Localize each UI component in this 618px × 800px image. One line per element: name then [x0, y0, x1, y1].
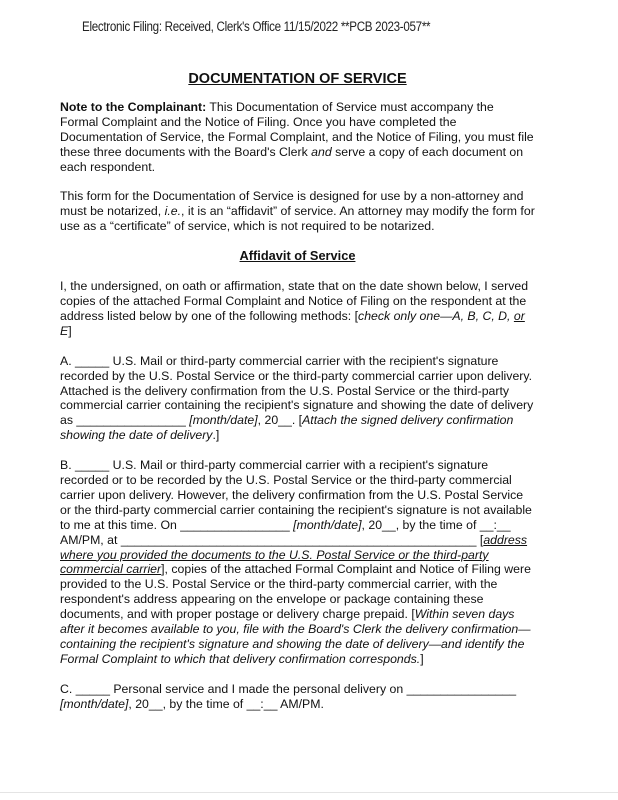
- option-a-date-blank[interactable]: ________________: [76, 413, 186, 428]
- documentation-of-service-page: [60, 72, 535, 727]
- note-end: serve a copy of each document on each respondent.: [60, 144, 524, 174]
- option-a-text: U.S. Mail or third-party commercial carrier with the recipient's signature recorded by the U.S. Postal Service or the third-party commercial carrier upon delivery. Attached is the delivery confirmation from the U.S. Postal Service or the third-party commercial carrier containing the recipient's signature and showing the date of delivery as: [60, 353, 534, 428]
- option-b-date-blank[interactable]: ________________: [180, 517, 290, 532]
- intro-or: or: [513, 308, 525, 323]
- option-b-month-date: [month/date]: [293, 517, 362, 532]
- form-text-2: , it is an “affidavit” of service. An attorney may modify the form for use as a “certificate” of service, which is not required to be notarized.: [60, 204, 535, 234]
- option-a-label: A.: [60, 353, 72, 368]
- option-c-month-date: [month/date]: [60, 696, 129, 711]
- filing-stamp: Electronic Filing: Received, Clerk's Office 11/15/2022 **PCB 2023-057**: [82, 19, 431, 34]
- intro-e: E: [60, 323, 69, 338]
- option-a-year: , 20__. [: [257, 413, 303, 428]
- page-title: DOCUMENTATION OF SERVICE: [188, 71, 407, 87]
- option-c-date-blank[interactable]: ________________: [406, 681, 517, 696]
- note-and: and: [311, 144, 332, 159]
- note-label: Note to the Complainant:: [60, 99, 207, 114]
- affidavit-intro: [60, 279, 535, 339]
- note-to-complainant: [60, 100, 535, 175]
- intro-close: ]: [68, 323, 72, 338]
- intro-check: check only one—A, B, C, D,: [358, 308, 511, 323]
- option-b-address-open: [: [479, 532, 484, 547]
- option-b-note: Within seven days after it becomes available to you, file with the Board's Clerk the delivery confirmation—containing the recipient's signature and showing the date of delivery—and identify the Formal Complaint to which that delivery confirmation corresponds.: [60, 607, 531, 666]
- option-a-close: .]: [212, 428, 220, 443]
- option-a-checkbox-blank[interactable]: _____: [75, 353, 110, 368]
- option-c-text-2: , 20__, by the time of __:__ AM/PM.: [128, 696, 324, 711]
- option-b-close: ]: [420, 651, 424, 666]
- option-b-address-close: ]: [161, 562, 165, 577]
- option-b-text-2: , 20__, by the time of __:__ AM/PM, at: [60, 517, 511, 547]
- option-a-month-date: [month/date]: [189, 413, 258, 428]
- form-ie: i.e.: [164, 204, 181, 219]
- form-text-1: This form for the Documentation of Service is designed for use by a non-attorney and must be notarized,: [60, 189, 524, 219]
- option-b-label: B.: [60, 458, 72, 473]
- form-description: [60, 189, 535, 234]
- option-b-text-1: U.S. Mail or third-party commercial carrier with a recipient's signature recorded or to be recorded by the U.S. Postal Service or the third-party commercial carrier upon delivery. However, the delivery confirmation from the U.S. Postal Service or the third-party commercial carrier containing the recipient's signature is not available to me at this time. On: [60, 458, 532, 532]
- page-bottom-divider: [0, 792, 618, 793]
- option-c-label: C.: [60, 681, 73, 696]
- option-c-text: Personal service and I made the personal delivery on: [113, 681, 404, 696]
- option-b: [60, 458, 535, 667]
- option-b-address-blank[interactable]: ____________________________________________________: [120, 532, 477, 547]
- option-b-text-3: , copies of the attached Formal Complaint and Notice of Filing were provided to the U.S. Postal Service or the third-party commercial carrier, with the respondent's address appearing on the envelope or package containing these documents, and with proper postage or delivery charge prepaid. [: [60, 562, 531, 622]
- option-c: [60, 682, 535, 712]
- affidavit-heading: Affidavit of Service: [239, 248, 356, 264]
- option-c-checkbox-blank[interactable]: _____: [75, 681, 110, 696]
- note-text: This Documentation of Service must accompany the Formal Complaint and the Notice of Filing. Once you have completed the Documentation of Service, the Formal Complaint, and the Notice of Filing, you must file these three documents with the Board's Clerk: [60, 99, 534, 159]
- intro-text: I, the undersigned, on oath or affirmation, state that on the date shown below, I served copies of the attached Formal Complaint and Notice of Filing on the respondent at the address listed below by one of the following methods: [: [60, 279, 529, 323]
- option-b-address-note: address where you provided the documents to the U.S. Postal Service or the third-party commercial carrier: [60, 532, 528, 577]
- option-a-note: Attach the signed delivery confirmation showing the date of delivery: [60, 413, 514, 443]
- option-b-checkbox-blank[interactable]: _____: [75, 458, 110, 473]
- option-a: [60, 354, 535, 443]
